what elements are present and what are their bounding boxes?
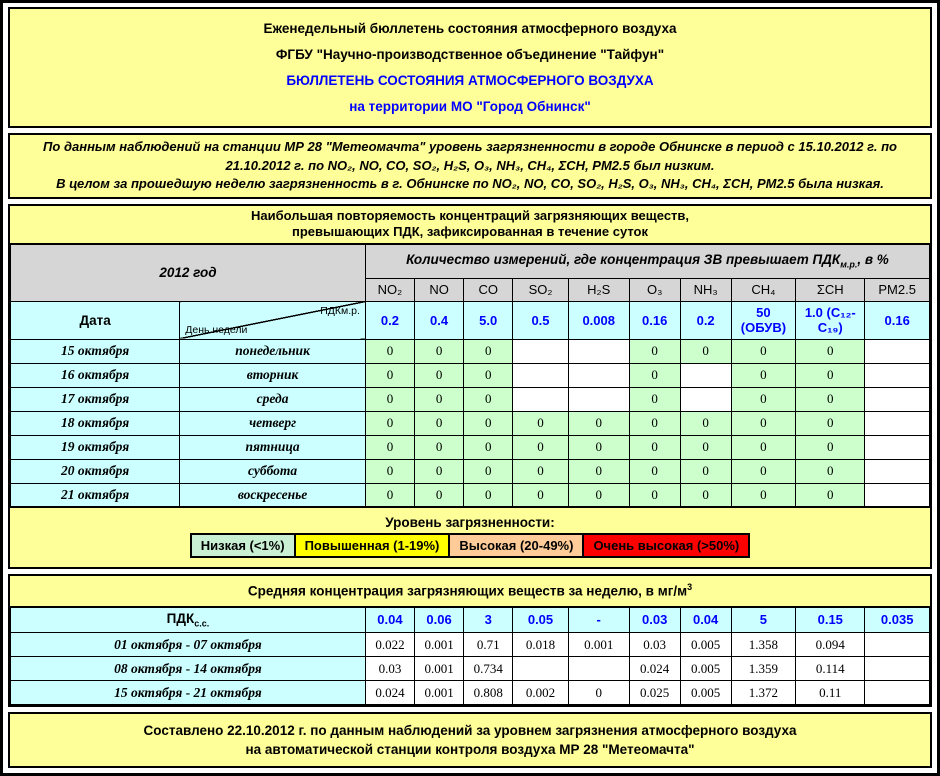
cell-value: 0.024	[629, 657, 680, 681]
table-row	[11, 459, 930, 483]
pollutant-header-ch4: CH₄	[731, 278, 796, 301]
cell-value: 0	[464, 459, 513, 483]
cell-value: 0.025	[629, 681, 680, 705]
cell-value: 0.094	[796, 633, 865, 657]
pdk-ss-base: ПДК	[166, 610, 195, 626]
cell-value: 0	[731, 435, 796, 459]
summary-paragraph-1: По данным наблюдений на станции МР 28 "Метеомачта" уровень загрязненности в городе Обнинске в период с 15.10.2012 г. по 21.10.2012 г. по NO₂, NO, CO, SO₂, H₂S, O₃, NH₃, CH₄, ΣCH, PM2.5 был низким.	[43, 138, 897, 173]
measurements-header-post: , в %	[857, 252, 889, 268]
row-weekday: понедельник	[180, 339, 366, 363]
year-cell: 2012 год	[11, 244, 366, 301]
row-date: 19 октября	[11, 435, 180, 459]
legend-item-low: Низкая (<1%)	[191, 534, 295, 557]
cell-value: 0.11	[796, 681, 865, 705]
diagonal-weekday-label: День недели	[185, 323, 248, 336]
cell-value	[865, 387, 930, 411]
cell-value: 0	[365, 459, 414, 483]
cell-value: 0	[464, 483, 513, 507]
footer-box	[8, 712, 932, 768]
cell-value	[568, 657, 629, 681]
legend-item-high: Высокая (20-49%)	[449, 534, 583, 557]
summary-paragraph-2: В целом за прошедшую неделю загрязненность в г. Обнинске по NO₂, NO, CO, SO₂, H₂S, O₃, NH₃, CH₄, ΣCH, PM2.5 была низкая.	[56, 176, 884, 192]
cell-value: 0	[415, 411, 464, 435]
row-date: 16 октября	[11, 363, 180, 387]
cell-value: 0.001	[415, 633, 464, 657]
cell-value	[865, 339, 930, 363]
pollutant-header-h2s: H₂S	[568, 278, 629, 301]
pollutant-header-co: CO	[464, 278, 513, 301]
cell-value: 0.002	[513, 681, 569, 705]
pollutant-header-no: NO	[415, 278, 464, 301]
pdk-ss-value: 0.04	[365, 607, 414, 633]
cell-value: 0	[568, 435, 629, 459]
average-title	[10, 576, 930, 606]
cell-value: 0	[415, 459, 464, 483]
row-weekday: пятница	[180, 435, 366, 459]
cell-value: 0	[680, 483, 731, 507]
row-period: 15 октября - 21 октября	[11, 681, 366, 705]
cell-value: 0	[415, 339, 464, 363]
average-title-text: Средняя концентрация загрязняющих веществ за неделю, в мг/м	[247, 583, 688, 599]
cell-value: 0	[796, 483, 865, 507]
pdk-ss-sub: с.с.	[194, 618, 210, 629]
cell-value: 0	[365, 435, 414, 459]
cell-value: 0.005	[680, 657, 731, 681]
cell-value: 0	[731, 411, 796, 435]
cell-value: 0.734	[464, 657, 513, 681]
pdk-ss-value: 5	[731, 607, 796, 633]
cell-value: 0	[796, 459, 865, 483]
cell-value: 0	[365, 363, 414, 387]
title-box	[8, 7, 932, 128]
pdk-ss-value: -	[568, 607, 629, 633]
cell-value: 0	[796, 435, 865, 459]
cell-value	[680, 363, 731, 387]
cell-value: 0	[629, 387, 680, 411]
row-weekday: среда	[180, 387, 366, 411]
cell-value	[513, 387, 569, 411]
cell-value: 0	[731, 339, 796, 363]
pdk-ss-label	[11, 607, 366, 633]
cell-value: 0	[415, 363, 464, 387]
pollutant-header-pm25: PM2.5	[865, 278, 930, 301]
table-row	[11, 339, 930, 363]
cell-value: 0	[464, 387, 513, 411]
cell-value: 0.022	[365, 633, 414, 657]
cell-value: 0.03	[365, 657, 414, 681]
cell-value	[865, 657, 930, 681]
cell-value	[865, 435, 930, 459]
exceedance-table	[10, 243, 930, 508]
cell-value: 0	[680, 435, 731, 459]
exceedance-title-line2: превышающих ПДК, зафиксированная в течение суток	[292, 224, 648, 239]
average-box	[8, 574, 932, 707]
measurements-header-text: Количество измерений, где концентрация ЗВ превышает ПДК	[406, 252, 841, 268]
pdk-ss-value: 0.035	[865, 607, 930, 633]
row-date: 18 октября	[11, 411, 180, 435]
cell-value: 0	[731, 483, 796, 507]
row-weekday: четверг	[180, 411, 366, 435]
exceedance-title-line1: Наибольшая повторяемость концентраций загрязняющих веществ,	[250, 208, 690, 223]
cell-value: 0	[731, 363, 796, 387]
pdk-value: 5.0	[464, 301, 513, 339]
pdk-value: 0.2	[365, 301, 414, 339]
legend-item-elevated: Повышенная (1-19%)	[295, 534, 450, 557]
table-row	[11, 435, 930, 459]
pollutant-header-so2: SO₂	[513, 278, 569, 301]
row-period: 01 октября - 07 октября	[11, 633, 366, 657]
cell-value: 0.001	[415, 681, 464, 705]
cell-value: 0	[568, 483, 629, 507]
row-period: 08 октября - 14 октября	[11, 657, 366, 681]
measurements-header	[365, 244, 929, 278]
cell-value	[865, 411, 930, 435]
cell-value: 0.001	[415, 657, 464, 681]
table-row	[11, 483, 930, 507]
pdk-value: 0.16	[865, 301, 930, 339]
cell-value: 0	[464, 435, 513, 459]
cell-value: 1.358	[731, 633, 796, 657]
cell-value: 0	[796, 363, 865, 387]
cell-value: 0.005	[680, 681, 731, 705]
cell-value	[568, 363, 629, 387]
cell-value: 0	[629, 339, 680, 363]
cell-value: 0	[568, 459, 629, 483]
cell-value: 0.005	[680, 633, 731, 657]
cell-value: 1.372	[731, 681, 796, 705]
cell-value	[865, 633, 930, 657]
cell-value: 0	[365, 483, 414, 507]
table-row	[11, 681, 930, 705]
row-weekday: суббота	[180, 459, 366, 483]
cell-value	[680, 387, 731, 411]
pdk-ss-value: 0.05	[513, 607, 569, 633]
organization-name: ФГБУ "Научно-производственное объединение "Тайфун"	[275, 46, 665, 62]
cell-value: 0	[680, 339, 731, 363]
cell-value: 0	[415, 435, 464, 459]
measurements-header-sub: м.р.	[840, 260, 858, 271]
row-date: 21 октября	[11, 483, 180, 507]
table-row	[11, 411, 930, 435]
footer-line2: на автоматической станции контроля воздуха МР 28 "Метеомачта"	[245, 742, 695, 757]
cell-value	[513, 363, 569, 387]
pdk-value: 0.4	[415, 301, 464, 339]
date-column-label: Дата	[11, 301, 180, 339]
cell-value: 0	[513, 459, 569, 483]
cell-value: 0.71	[464, 633, 513, 657]
diagonal-split-cell	[180, 301, 366, 339]
cell-value: 0	[731, 459, 796, 483]
legend-item-very-high: Очень высокая (>50%)	[583, 534, 749, 557]
pollutant-header-sch: ΣCH	[796, 278, 865, 301]
table-row	[11, 363, 930, 387]
row-date: 15 октября	[11, 339, 180, 363]
cell-value: 0	[415, 387, 464, 411]
cell-value: 1.359	[731, 657, 796, 681]
summary-box	[8, 133, 932, 199]
pdk-value: 0.2	[680, 301, 731, 339]
cell-value: 0	[796, 387, 865, 411]
pdk-value: 50 (ОБУВ)	[731, 301, 796, 339]
cell-value: 0	[680, 411, 731, 435]
exceedance-title	[10, 206, 930, 243]
cell-value: 0	[629, 411, 680, 435]
cell-value: 0	[796, 411, 865, 435]
cell-value: 0	[629, 363, 680, 387]
pdk-ss-value: 0.03	[629, 607, 680, 633]
bulletin-subtitle: Еженедельный бюллетень состояния атмосферного воздуха	[263, 20, 677, 36]
cell-value: 0	[680, 459, 731, 483]
cell-value: 0	[415, 483, 464, 507]
pdk-value: 1.0 (C₁₂-C₁₉)	[796, 301, 865, 339]
cell-value	[568, 339, 629, 363]
cell-value: 0	[513, 483, 569, 507]
pollution-level-legend	[10, 508, 930, 567]
cell-value: 0.024	[365, 681, 414, 705]
table-row	[11, 633, 930, 657]
pdk-ss-value: 0.04	[680, 607, 731, 633]
cell-value: 0	[568, 411, 629, 435]
average-title-sup: 3	[687, 582, 693, 592]
exceedance-box	[8, 204, 932, 569]
row-date: 20 октября	[11, 459, 180, 483]
row-weekday: вторник	[180, 363, 366, 387]
pdk-ss-value: 3	[464, 607, 513, 633]
pollutant-header-nh3: NH₃	[680, 278, 731, 301]
table-row	[11, 387, 930, 411]
cell-value: 0	[629, 483, 680, 507]
pdk-value: 0.5	[513, 301, 569, 339]
average-table	[10, 606, 930, 706]
cell-value: 0	[731, 387, 796, 411]
footer-line1: Составлено 22.10.2012 г. по данным наблюдений за уровнем загрязнения атмосферного воздуха	[143, 723, 797, 738]
cell-value: 0	[365, 387, 414, 411]
cell-value	[513, 339, 569, 363]
bulletin-title: БЮЛЛЕТЕНЬ СОСТОЯНИЯ АТМОСФЕРНОГО ВОЗДУХА	[286, 73, 654, 89]
cell-value: 0.114	[796, 657, 865, 681]
cell-value: 0	[513, 435, 569, 459]
row-weekday: воскресенье	[180, 483, 366, 507]
cell-value: 0	[796, 339, 865, 363]
cell-value: 0.018	[513, 633, 569, 657]
pollutant-header-no2: NO₂	[365, 278, 414, 301]
cell-value	[865, 459, 930, 483]
pdk-ss-value: 0.15	[796, 607, 865, 633]
diagonal-pdk-label: ПДКм.р.	[320, 304, 360, 317]
pdk-value: 0.008	[568, 301, 629, 339]
legend-bar	[190, 533, 751, 558]
cell-value	[513, 657, 569, 681]
cell-value: 0	[513, 411, 569, 435]
legend-title: Уровень загрязненности:	[385, 515, 555, 530]
cell-value: 0	[464, 339, 513, 363]
pollutant-header-o3: O₃	[629, 278, 680, 301]
cell-value	[865, 483, 930, 507]
pdk-ss-value: 0.06	[415, 607, 464, 633]
pdk-value: 0.16	[629, 301, 680, 339]
cell-value: 0	[629, 435, 680, 459]
cell-value: 0.808	[464, 681, 513, 705]
cell-value: 0	[629, 459, 680, 483]
cell-value: 0	[365, 411, 414, 435]
cell-value: 0	[568, 681, 629, 705]
cell-value: 0	[464, 411, 513, 435]
cell-value	[568, 387, 629, 411]
cell-value: 0	[365, 339, 414, 363]
cell-value: 0	[464, 363, 513, 387]
cell-value	[865, 363, 930, 387]
row-date: 17 октября	[11, 387, 180, 411]
territory-title: на территории МО "Город Обнинск"	[349, 99, 591, 115]
cell-value	[865, 681, 930, 705]
table-row	[11, 657, 930, 681]
cell-value: 0.03	[629, 633, 680, 657]
cell-value: 0.001	[568, 633, 629, 657]
